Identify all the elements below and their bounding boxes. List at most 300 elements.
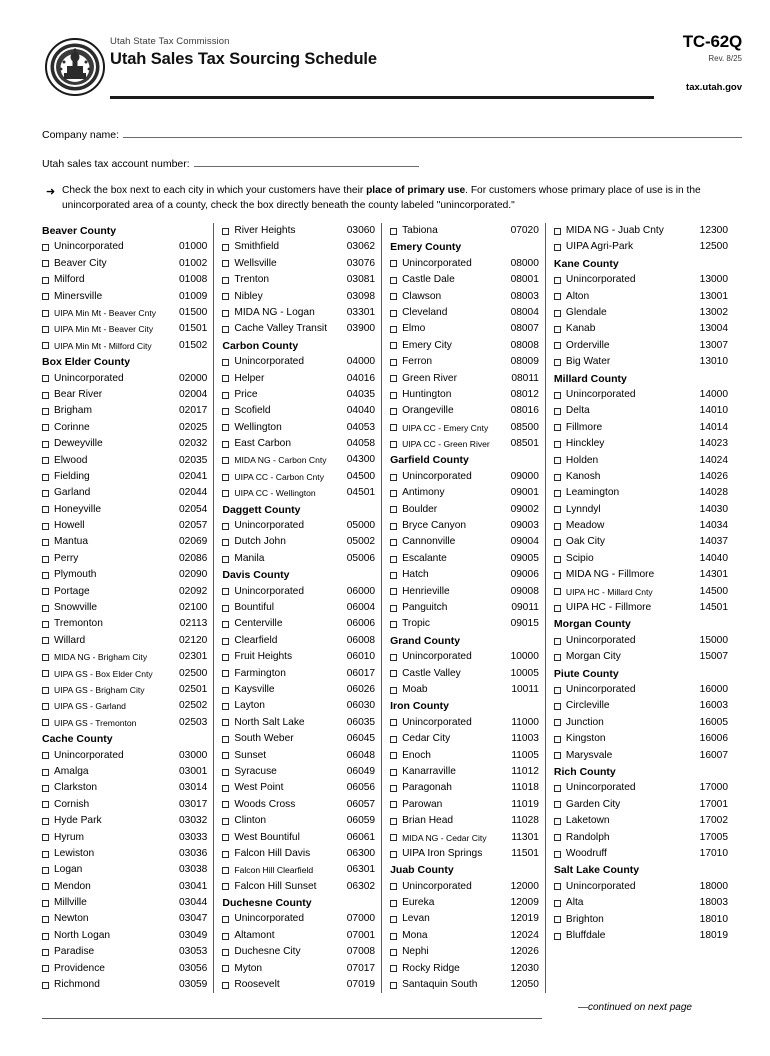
checkbox[interactable]	[390, 834, 397, 841]
checkbox[interactable]	[42, 801, 49, 808]
locality-row[interactable]	[554, 551, 728, 567]
locality-row[interactable]	[222, 961, 375, 977]
checkbox[interactable]	[222, 851, 229, 858]
checkbox[interactable]	[390, 719, 397, 726]
checkbox[interactable]	[42, 457, 49, 464]
checkbox[interactable]	[42, 572, 49, 579]
checkbox[interactable]	[390, 424, 397, 431]
checkbox[interactable]	[554, 605, 561, 612]
checkbox[interactable]	[222, 834, 229, 841]
locality-row[interactable]	[222, 715, 375, 731]
locality-row[interactable]	[222, 748, 375, 764]
locality-row[interactable]	[42, 551, 207, 567]
checkbox[interactable]	[390, 342, 397, 349]
checkbox[interactable]	[42, 851, 49, 858]
locality-row[interactable]	[42, 764, 207, 780]
locality-row[interactable]	[390, 895, 539, 911]
locality-row[interactable]	[42, 403, 207, 419]
checkbox[interactable]	[222, 277, 229, 284]
locality-row[interactable]	[390, 649, 539, 665]
locality-row[interactable]	[390, 780, 539, 796]
locality-row[interactable]	[554, 453, 728, 469]
checkbox[interactable]	[390, 556, 397, 563]
locality-row[interactable]	[390, 305, 539, 321]
checkbox[interactable]	[42, 670, 49, 677]
account-number-input[interactable]	[194, 155, 419, 167]
locality-row[interactable]	[390, 764, 539, 780]
checkbox[interactable]	[42, 949, 49, 956]
locality-row[interactable]	[222, 469, 375, 485]
checkbox[interactable]	[390, 883, 397, 890]
checkbox[interactable]	[42, 588, 49, 595]
checkbox[interactable]	[390, 621, 397, 628]
checkbox[interactable]	[222, 556, 229, 563]
locality-row[interactable]	[42, 666, 207, 682]
locality-row[interactable]	[390, 715, 539, 731]
locality-row[interactable]	[554, 813, 728, 829]
checkbox[interactable]	[390, 441, 397, 448]
locality-row[interactable]	[554, 600, 728, 616]
checkbox[interactable]	[390, 523, 397, 530]
checkbox[interactable]	[390, 326, 397, 333]
checkbox[interactable]	[554, 441, 561, 448]
checkbox[interactable]	[42, 834, 49, 841]
locality-row[interactable]	[390, 272, 539, 288]
checkbox[interactable]	[222, 588, 229, 595]
locality-row[interactable]	[222, 928, 375, 944]
checkbox[interactable]	[554, 752, 561, 759]
checkbox[interactable]	[554, 359, 561, 366]
locality-row[interactable]	[42, 321, 207, 337]
checkbox[interactable]	[42, 621, 49, 628]
locality-row[interactable]	[222, 485, 375, 501]
locality-row[interactable]	[390, 436, 539, 452]
locality-row[interactable]	[222, 256, 375, 272]
locality-row[interactable]	[390, 469, 539, 485]
locality-row[interactable]	[222, 911, 375, 927]
checkbox[interactable]	[42, 867, 49, 874]
locality-row[interactable]	[554, 338, 728, 354]
checkbox[interactable]	[390, 916, 397, 923]
checkbox[interactable]	[390, 752, 397, 759]
locality-row[interactable]	[222, 452, 375, 468]
checkbox[interactable]	[222, 801, 229, 808]
checkbox[interactable]	[390, 736, 397, 743]
checkbox[interactable]	[554, 342, 561, 349]
locality-row[interactable]	[554, 518, 728, 534]
checkbox[interactable]	[222, 621, 229, 628]
locality-row[interactable]	[554, 780, 728, 796]
locality-row[interactable]	[42, 420, 207, 436]
checkbox[interactable]	[554, 785, 561, 792]
locality-row[interactable]	[222, 518, 375, 534]
checkbox[interactable]	[222, 719, 229, 726]
checkbox[interactable]	[42, 523, 49, 530]
checkbox[interactable]	[222, 670, 229, 677]
checkbox[interactable]	[222, 310, 229, 317]
locality-row[interactable]	[222, 305, 375, 321]
locality-row[interactable]	[390, 551, 539, 567]
checkbox[interactable]	[42, 637, 49, 644]
locality-row[interactable]	[42, 534, 207, 550]
locality-row[interactable]	[222, 436, 375, 452]
locality-row[interactable]	[42, 485, 207, 501]
locality-row[interactable]	[554, 748, 728, 764]
locality-row[interactable]	[222, 223, 375, 239]
checkbox[interactable]	[554, 244, 561, 251]
checkbox[interactable]	[554, 293, 561, 300]
checkbox[interactable]	[554, 883, 561, 890]
checkbox[interactable]	[390, 506, 397, 513]
locality-row[interactable]	[42, 797, 207, 813]
checkbox[interactable]	[390, 572, 397, 579]
checkbox[interactable]	[554, 523, 561, 530]
checkbox[interactable]	[42, 408, 49, 415]
locality-row[interactable]	[42, 895, 207, 911]
checkbox[interactable]	[390, 818, 397, 825]
locality-row[interactable]	[222, 879, 375, 895]
checkbox[interactable]	[390, 375, 397, 382]
locality-row[interactable]	[554, 633, 728, 649]
checkbox[interactable]	[222, 392, 229, 399]
locality-row[interactable]	[42, 846, 207, 862]
locality-row[interactable]	[390, 797, 539, 813]
locality-row[interactable]	[222, 420, 375, 436]
locality-row[interactable]	[390, 666, 539, 682]
checkbox[interactable]	[222, 490, 229, 497]
checkbox[interactable]	[222, 752, 229, 759]
checkbox[interactable]	[390, 293, 397, 300]
locality-row[interactable]	[390, 485, 539, 501]
locality-row[interactable]	[554, 534, 728, 550]
locality-row[interactable]	[390, 256, 539, 272]
locality-row[interactable]	[222, 977, 375, 993]
checkbox[interactable]	[222, 965, 229, 972]
locality-row[interactable]	[554, 698, 728, 714]
locality-row[interactable]	[42, 616, 207, 632]
locality-row[interactable]	[222, 780, 375, 796]
checkbox[interactable]	[554, 392, 561, 399]
checkbox[interactable]	[42, 703, 49, 710]
locality-row[interactable]	[390, 354, 539, 370]
checkbox[interactable]	[554, 834, 561, 841]
locality-row[interactable]	[222, 289, 375, 305]
locality-row[interactable]	[390, 518, 539, 534]
checkbox[interactable]	[390, 490, 397, 497]
checkbox[interactable]	[390, 228, 397, 235]
locality-row[interactable]	[554, 567, 728, 583]
checkbox[interactable]	[222, 687, 229, 694]
locality-row[interactable]	[222, 682, 375, 698]
checkbox[interactable]	[42, 818, 49, 825]
locality-row[interactable]	[42, 649, 207, 665]
locality-row[interactable]	[42, 518, 207, 534]
locality-row[interactable]	[42, 715, 207, 731]
locality-row[interactable]	[554, 321, 728, 337]
locality-row[interactable]	[390, 534, 539, 550]
checkbox[interactable]	[554, 654, 561, 661]
locality-row[interactable]	[554, 912, 728, 928]
checkbox[interactable]	[390, 605, 397, 612]
locality-row[interactable]	[390, 961, 539, 977]
checkbox[interactable]	[390, 851, 397, 858]
checkbox[interactable]	[390, 933, 397, 940]
checkbox[interactable]	[554, 490, 561, 497]
checkbox[interactable]	[42, 605, 49, 612]
checkbox[interactable]	[554, 310, 561, 317]
checkbox[interactable]	[554, 801, 561, 808]
checkbox[interactable]	[42, 752, 49, 759]
checkbox[interactable]	[554, 900, 561, 907]
checkbox[interactable]	[42, 260, 49, 267]
checkbox[interactable]	[390, 310, 397, 317]
checkbox[interactable]	[42, 310, 49, 317]
checkbox[interactable]	[554, 506, 561, 513]
checkbox[interactable]	[42, 982, 49, 989]
checkbox[interactable]	[222, 933, 229, 940]
locality-row[interactable]	[554, 502, 728, 518]
locality-row[interactable]	[42, 928, 207, 944]
locality-row[interactable]	[554, 436, 728, 452]
locality-row[interactable]	[390, 584, 539, 600]
locality-row[interactable]	[390, 223, 539, 239]
locality-row[interactable]	[42, 567, 207, 583]
checkbox[interactable]	[390, 785, 397, 792]
checkbox[interactable]	[222, 441, 229, 448]
checkbox[interactable]	[42, 556, 49, 563]
checkbox[interactable]	[222, 359, 229, 366]
locality-row[interactable]	[554, 879, 728, 895]
locality-row[interactable]	[222, 731, 375, 747]
locality-row[interactable]	[42, 813, 207, 829]
locality-row[interactable]	[222, 371, 375, 387]
locality-row[interactable]	[42, 682, 207, 698]
locality-row[interactable]	[42, 584, 207, 600]
checkbox[interactable]	[390, 539, 397, 546]
checkbox[interactable]	[390, 801, 397, 808]
checkbox[interactable]	[390, 392, 397, 399]
checkbox[interactable]	[554, 916, 561, 923]
locality-row[interactable]	[222, 534, 375, 550]
locality-row[interactable]	[222, 830, 375, 846]
checkbox[interactable]	[554, 572, 561, 579]
locality-row[interactable]	[390, 616, 539, 632]
checkbox[interactable]	[42, 392, 49, 399]
locality-row[interactable]	[42, 698, 207, 714]
checkbox[interactable]	[222, 457, 229, 464]
checkbox[interactable]	[554, 818, 561, 825]
checkbox[interactable]	[42, 933, 49, 940]
checkbox[interactable]	[42, 539, 49, 546]
locality-row[interactable]	[42, 387, 207, 403]
locality-row[interactable]	[390, 830, 539, 846]
locality-row[interactable]	[554, 272, 728, 288]
checkbox[interactable]	[554, 588, 561, 595]
checkbox[interactable]	[42, 900, 49, 907]
locality-row[interactable]	[222, 354, 375, 370]
checkbox[interactable]	[222, 703, 229, 710]
locality-row[interactable]	[390, 403, 539, 419]
locality-row[interactable]	[390, 371, 539, 387]
checkbox[interactable]	[42, 326, 49, 333]
checkbox[interactable]	[222, 539, 229, 546]
locality-row[interactable]	[42, 911, 207, 927]
checkbox[interactable]	[42, 277, 49, 284]
checkbox[interactable]	[222, 982, 229, 989]
locality-row[interactable]	[390, 502, 539, 518]
checkbox[interactable]	[390, 900, 397, 907]
locality-row[interactable]	[42, 239, 207, 255]
locality-row[interactable]	[554, 420, 728, 436]
checkbox[interactable]	[390, 965, 397, 972]
checkbox[interactable]	[554, 638, 561, 645]
checkbox[interactable]	[390, 670, 397, 677]
checkbox[interactable]	[42, 883, 49, 890]
locality-row[interactable]	[222, 633, 375, 649]
locality-row[interactable]	[222, 649, 375, 665]
locality-row[interactable]	[42, 830, 207, 846]
checkbox[interactable]	[554, 933, 561, 940]
locality-row[interactable]	[42, 600, 207, 616]
checkbox[interactable]	[222, 736, 229, 743]
locality-row[interactable]	[554, 354, 728, 370]
locality-row[interactable]	[42, 977, 207, 993]
checkbox[interactable]	[42, 506, 49, 513]
locality-row[interactable]	[554, 846, 728, 862]
locality-row[interactable]	[42, 502, 207, 518]
checkbox[interactable]	[42, 474, 49, 481]
locality-row[interactable]	[42, 338, 207, 354]
locality-row[interactable]	[554, 387, 728, 403]
locality-row[interactable]	[390, 682, 539, 698]
locality-row[interactable]	[390, 731, 539, 747]
locality-row[interactable]	[390, 289, 539, 305]
locality-row[interactable]	[390, 567, 539, 583]
locality-row[interactable]	[390, 321, 539, 337]
locality-row[interactable]	[222, 846, 375, 862]
locality-row[interactable]	[554, 797, 728, 813]
checkbox[interactable]	[42, 490, 49, 497]
checkbox[interactable]	[42, 441, 49, 448]
locality-row[interactable]	[42, 371, 207, 387]
locality-row[interactable]	[42, 469, 207, 485]
checkbox[interactable]	[42, 785, 49, 792]
checkbox[interactable]	[554, 457, 561, 464]
checkbox[interactable]	[42, 916, 49, 923]
checkbox[interactable]	[554, 687, 561, 694]
locality-row[interactable]	[222, 764, 375, 780]
locality-row[interactable]	[42, 748, 207, 764]
locality-row[interactable]	[390, 338, 539, 354]
locality-row[interactable]	[554, 403, 728, 419]
locality-row[interactable]	[42, 862, 207, 878]
locality-row[interactable]	[42, 961, 207, 977]
checkbox[interactable]	[42, 965, 49, 972]
checkbox[interactable]	[222, 949, 229, 956]
locality-row[interactable]	[222, 239, 375, 255]
locality-row[interactable]	[554, 485, 728, 501]
locality-row[interactable]	[390, 748, 539, 764]
locality-row[interactable]	[554, 731, 728, 747]
checkbox[interactable]	[390, 474, 397, 481]
locality-row[interactable]	[222, 321, 375, 337]
locality-row[interactable]	[42, 780, 207, 796]
checkbox[interactable]	[222, 916, 229, 923]
checkbox[interactable]	[222, 785, 229, 792]
locality-row[interactable]	[42, 272, 207, 288]
checkbox[interactable]	[222, 326, 229, 333]
checkbox[interactable]	[222, 293, 229, 300]
locality-row[interactable]	[222, 272, 375, 288]
checkbox[interactable]	[554, 736, 561, 743]
locality-row[interactable]	[554, 289, 728, 305]
checkbox[interactable]	[222, 605, 229, 612]
locality-row[interactable]	[554, 715, 728, 731]
locality-row[interactable]	[554, 223, 728, 239]
checkbox[interactable]	[390, 982, 397, 989]
locality-row[interactable]	[42, 633, 207, 649]
checkbox[interactable]	[554, 719, 561, 726]
locality-row[interactable]	[554, 649, 728, 665]
locality-row[interactable]	[390, 600, 539, 616]
locality-row[interactable]	[222, 797, 375, 813]
locality-row[interactable]	[554, 305, 728, 321]
checkbox[interactable]	[42, 244, 49, 251]
locality-row[interactable]	[554, 239, 728, 255]
checkbox[interactable]	[554, 277, 561, 284]
locality-row[interactable]	[222, 600, 375, 616]
checkbox[interactable]	[390, 687, 397, 694]
checkbox[interactable]	[554, 408, 561, 415]
locality-row[interactable]	[554, 469, 728, 485]
locality-row[interactable]	[390, 879, 539, 895]
checkbox[interactable]	[390, 277, 397, 284]
locality-row[interactable]	[554, 584, 728, 600]
locality-row[interactable]	[222, 666, 375, 682]
locality-row[interactable]	[390, 420, 539, 436]
locality-row[interactable]	[42, 879, 207, 895]
locality-row[interactable]	[554, 682, 728, 698]
checkbox[interactable]	[222, 769, 229, 776]
locality-row[interactable]	[222, 403, 375, 419]
locality-row[interactable]	[390, 928, 539, 944]
checkbox[interactable]	[42, 424, 49, 431]
checkbox[interactable]	[554, 539, 561, 546]
checkbox[interactable]	[554, 703, 561, 710]
checkbox[interactable]	[222, 424, 229, 431]
checkbox[interactable]	[222, 228, 229, 235]
checkbox[interactable]	[42, 769, 49, 776]
locality-row[interactable]	[42, 944, 207, 960]
checkbox[interactable]	[42, 654, 49, 661]
locality-row[interactable]	[42, 256, 207, 272]
locality-row[interactable]	[554, 830, 728, 846]
checkbox[interactable]	[554, 424, 561, 431]
locality-row[interactable]	[222, 862, 375, 878]
locality-row[interactable]	[222, 944, 375, 960]
locality-row[interactable]	[222, 551, 375, 567]
checkbox[interactable]	[42, 687, 49, 694]
locality-row[interactable]	[390, 846, 539, 862]
locality-row[interactable]	[42, 289, 207, 305]
locality-row[interactable]	[390, 911, 539, 927]
checkbox[interactable]	[390, 769, 397, 776]
checkbox[interactable]	[222, 654, 229, 661]
checkbox[interactable]	[554, 326, 561, 333]
checkbox[interactable]	[390, 359, 397, 366]
locality-row[interactable]	[554, 895, 728, 911]
locality-row[interactable]	[222, 698, 375, 714]
